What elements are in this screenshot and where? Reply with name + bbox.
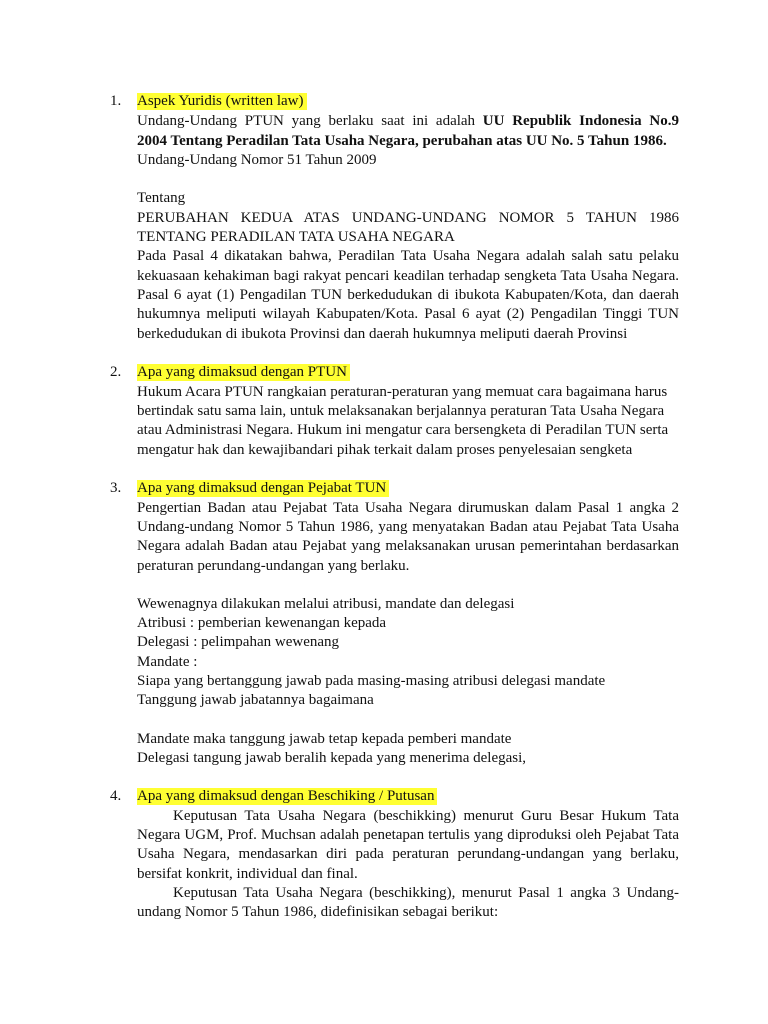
highlighted-heading: Apa yang dimaksud dengan Beschiking / Putusan: [137, 788, 437, 805]
body-line: Keputusan Tata Usaha Negara (beschikking), menurut Pasal 1 angka 3 Undang-: [173, 885, 679, 901]
section-heading: [137, 787, 437, 807]
body-line: Usaha Negara, mendasarkan diri pada peraturan perundang-undangan yang berlaku,: [137, 846, 679, 862]
highlighted-heading: Aspek Yuridis (written law): [137, 93, 307, 110]
body-line: Atribusi : pemberian kewenangan kepada: [137, 615, 387, 631]
section-heading: [137, 479, 389, 499]
body-line: Negara UGM, Prof. Muchsan adalah penetapan tertulis yang diproduksi oleh Pejabat Tata: [137, 827, 679, 843]
body-line: Keputusan Tata Usaha Negara (beschikking) menurut Guru Besar Hukum Tata: [173, 808, 679, 824]
body-line: berkedudukan di ibukota Provinsi dan daerah hukumnya meliputi daerah Provinsi: [137, 326, 628, 342]
body-line: Mandate maka tanggung jawab tetap kepada pemberi mandate: [137, 731, 512, 747]
body-line: Hukum Acara PTUN rangkaian peraturan-peraturan yang memuat cara bagaimana harus: [137, 384, 668, 400]
body-line: Pengertian Badan atau Pejabat Tata Usaha Negara dirumuskan dalam Pasal 1 angka 2: [137, 500, 679, 516]
body-line: Negara adalah Badan atau Pejabat yang melaksanakan urusan pemerintahan berdasarkan: [137, 538, 679, 554]
body-line: Delegasi tangung jawab beralih kepada yang menerima delegasi,: [137, 750, 527, 766]
body-line: Undang-undang Nomor 5 Tahun 1986, yang menyatakan Badan atau Pejabat Tata Usaha: [137, 519, 679, 535]
body-line: hukumnya meliputi wilayah Kabupaten/Kota. Pasal 6 ayat (2) Pengadilan Tinggi TUN: [137, 306, 679, 322]
section-heading: [137, 92, 307, 112]
body-line: TENTANG PERADILAN TATA USAHA NEGARA: [137, 229, 455, 245]
body-line: Siapa yang bertanggung jawab pada masing-masing atribusi delegasi mandate: [137, 673, 606, 689]
body-line: peraturan perundang-undangan yang berlaku.: [137, 558, 410, 574]
body-line: atau Administrasi Negara. Hukum ini mengatur cara bersengketa di Peradilan TUN serta: [137, 422, 669, 438]
section-number: 4.: [110, 788, 122, 804]
section-number: 3.: [110, 480, 122, 496]
body-line: Tanggung jawab jabatannya bagaimana: [137, 692, 374, 708]
body-line: bertindak satu sama lain, untuk melaksanakan berjalannya peraturan Tata Usaha Negara: [137, 403, 665, 419]
highlighted-heading: Apa yang dimaksud dengan PTUN: [137, 364, 350, 381]
body-line: Pasal 6 ayat (1) Pengadilan TUN berkedudukan di ibukota Kabupaten/Kota, dan daerah: [137, 287, 679, 303]
body-line: Pada Pasal 4 dikatakan bahwa, Peradilan Tata Usaha Negara adalah salah satu pelaku: [137, 248, 679, 264]
body-line: PERUBAHAN KEDUA ATAS UNDANG-UNDANG NOMOR 5 TAHUN 1986: [137, 210, 679, 226]
body-line: mengatur hak dan kewajibandari pihak terkait dalam proses penyelesaian sengketa: [137, 442, 633, 458]
bold-reference: UU Republik Indonesia No.9: [482, 113, 679, 129]
body-line: Tentang: [137, 190, 186, 206]
section-number: 2.: [110, 364, 122, 380]
body-line: Undang-Undang Nomor 51 Tahun 2009: [137, 152, 377, 168]
highlighted-heading: Apa yang dimaksud dengan Pejabat TUN: [137, 480, 389, 497]
body-line: Mandate :: [137, 654, 198, 670]
section-heading: [137, 363, 350, 383]
body-line: Delegasi : pelimpahan wewenang: [137, 634, 340, 650]
section-number: 1.: [110, 93, 122, 109]
body-line: bersifat konkrit, individual dan final.: [137, 866, 358, 882]
body-line: undang Nomor 5 Tahun 1986, didefinisikan sebagai berikut:: [137, 904, 499, 920]
body-line: Undang-Undang PTUN yang berlaku saat ini adalah UU Republik Indonesia No.9: [137, 112, 679, 132]
body-line: Wewenagnya dilakukan melalui atribusi, mandate dan delegasi: [137, 596, 515, 612]
body-line-bold: 2004 Tentang Peradilan Tata Usaha Negara, perubahan atas UU No. 5 Tahun 1986.: [137, 133, 667, 149]
body-line: kekuasaan kehakiman bagi rakyat pencari keadilan terhadap sengketa Tata Usaha Negara.: [137, 268, 679, 284]
